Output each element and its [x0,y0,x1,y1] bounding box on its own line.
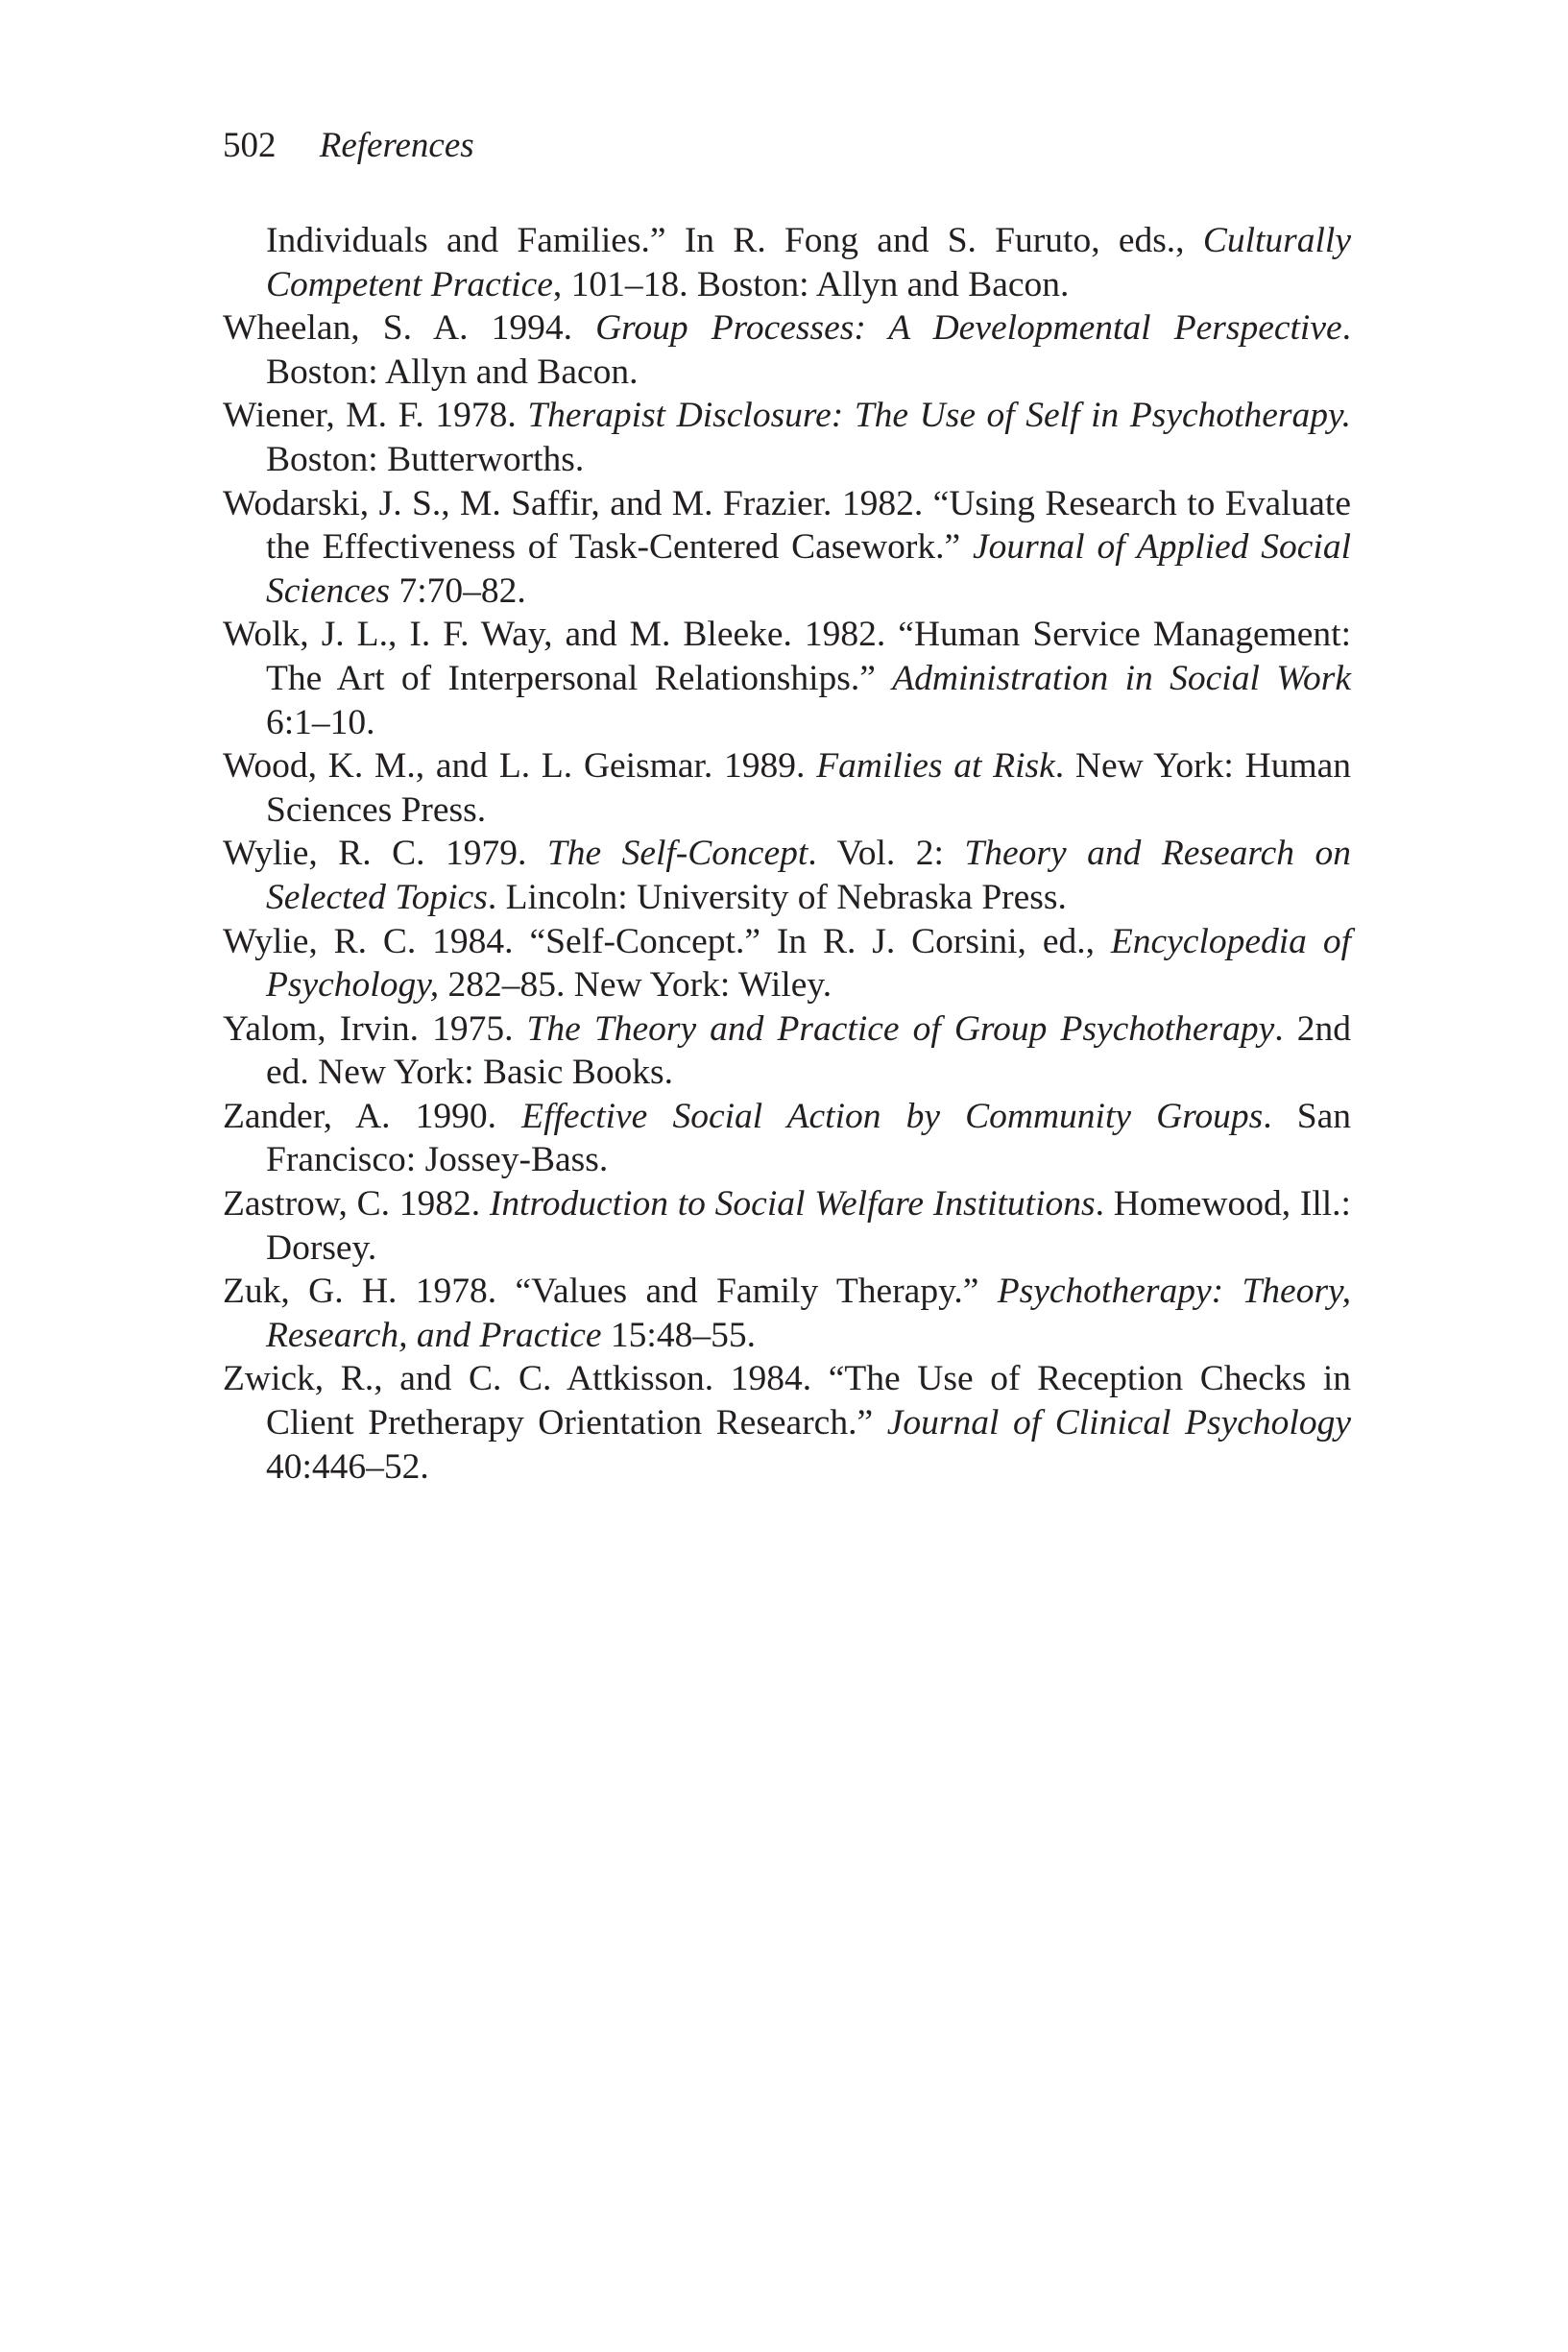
reference-text: Wylie, R. C. 1984. “Self-Concept.” In R. J. Corsini, ed., [223,921,1111,961]
reference-text: . Lincoln: University of Nebraska Press. [487,877,1067,917]
reference-entry [223,1007,1351,1095]
reference-text: Zuk, G. H. 1978. “Values and Family Therapy.” [223,1272,998,1312]
running-header [223,119,474,173]
reference-title: Therapist Disclosure: The Use of Self in Psychotherapy. [527,396,1351,436]
page-number: 502 [223,126,277,165]
reference-text: 40:446–52. [266,1446,429,1487]
reference-text: . San Francisco: Jossey-Bass. [266,1096,1352,1180]
reference-text: . 2nd ed. New York: Basic Books. [266,1008,1351,1093]
reference-entry [223,1270,1351,1357]
reference-text: Yalom, Irvin. 1975. [223,1008,527,1049]
running-head-title: References [319,126,474,165]
reference-entry [223,394,1351,481]
reference-text: . Vol. 2: [808,834,965,874]
reference-title: The Theory and Practice of Group Psychotherapy [526,1008,1275,1049]
reference-title: Culturally Competent Practice [266,221,1351,304]
reference-text: . New York: Human Sciences Press. [266,746,1352,830]
reference-title: Introduction to Social Welfare Institutions [489,1184,1096,1224]
reference-title: Psychotherapy: Theory, Research, and Practice [266,1272,1351,1355]
reference-title: Journal of Clinical Psychology [886,1403,1351,1443]
reference-text: Wood, K. M., and L. L. Geismar. 1989. [223,746,817,787]
reference-entry-continued [223,219,1351,306]
reference-entry [223,920,1351,1007]
reference-title: The Self-Concept [546,834,808,874]
reference-title: Theory and Research on Selected Topics [266,834,1351,917]
reference-entry [223,832,1351,919]
reference-text: Boston: Butterworths. [266,439,585,479]
reference-text: 282–85. New York: Wiley. [439,965,832,1006]
reference-entry [223,482,1351,614]
reference-text: Individuals and Families.” In R. Fong and S. Furuto, eds., [266,221,1203,260]
reference-text: . Boston: Allyn and Bacon. [266,308,1351,392]
reference-title: Group Processes: A Developmental Perspective [595,308,1342,349]
reference-text: Wylie, R. C. 1979. [223,834,547,874]
reference-title: Encyclopedia of Psychology, [266,921,1351,1006]
reference-entry [223,1357,1351,1489]
reference-text: 7:70–82. [390,570,526,611]
reference-title: Journal of Applied Social Sciences [266,527,1351,611]
reference-entry [223,744,1351,832]
reference-entry [223,1182,1351,1270]
reference-entry [223,1095,1351,1182]
reference-entry [223,613,1351,744]
reference-text: , 101–18. Boston: Allyn and Bacon. [552,264,1070,304]
reference-text: Zwick, R., and C. C. Attkisson. 1984. “The Use of Reception Checks in Client Pretherapy Orientation Research.” [223,1359,1351,1443]
reference-text: Wiener, M. F. 1978. [223,396,528,436]
reference-text: . Homewood, Ill.: Dorsey. [266,1184,1351,1268]
reference-text: 15:48–55. [601,1315,756,1355]
reference-text: Wodarski, J. S., M. Saffir, and M. Frazier. 1982. “Using Research to Evaluate the Effectiveness of Task-Centered Casework.” [223,483,1351,568]
reference-entry [223,306,1351,394]
reference-text: Wolk, J. L., I. F. Way, and M. Bleeke. 1982. “Human Service Management: The Art of Interpersonal Relationships.” [223,615,1351,698]
reference-list [223,219,1351,1489]
reference-title: Administration in Social Work [892,658,1351,698]
reference-text: Wheelan, S. A. 1994. [223,308,596,349]
reference-text: Zander, A. 1990. [223,1096,522,1136]
reference-text: 6:1–10. [266,702,375,742]
reference-title: Families at Risk [816,746,1055,787]
reference-title: Effective Social Action by Community Groups [521,1096,1264,1136]
reference-text: Zastrow, C. 1982. [223,1184,490,1224]
